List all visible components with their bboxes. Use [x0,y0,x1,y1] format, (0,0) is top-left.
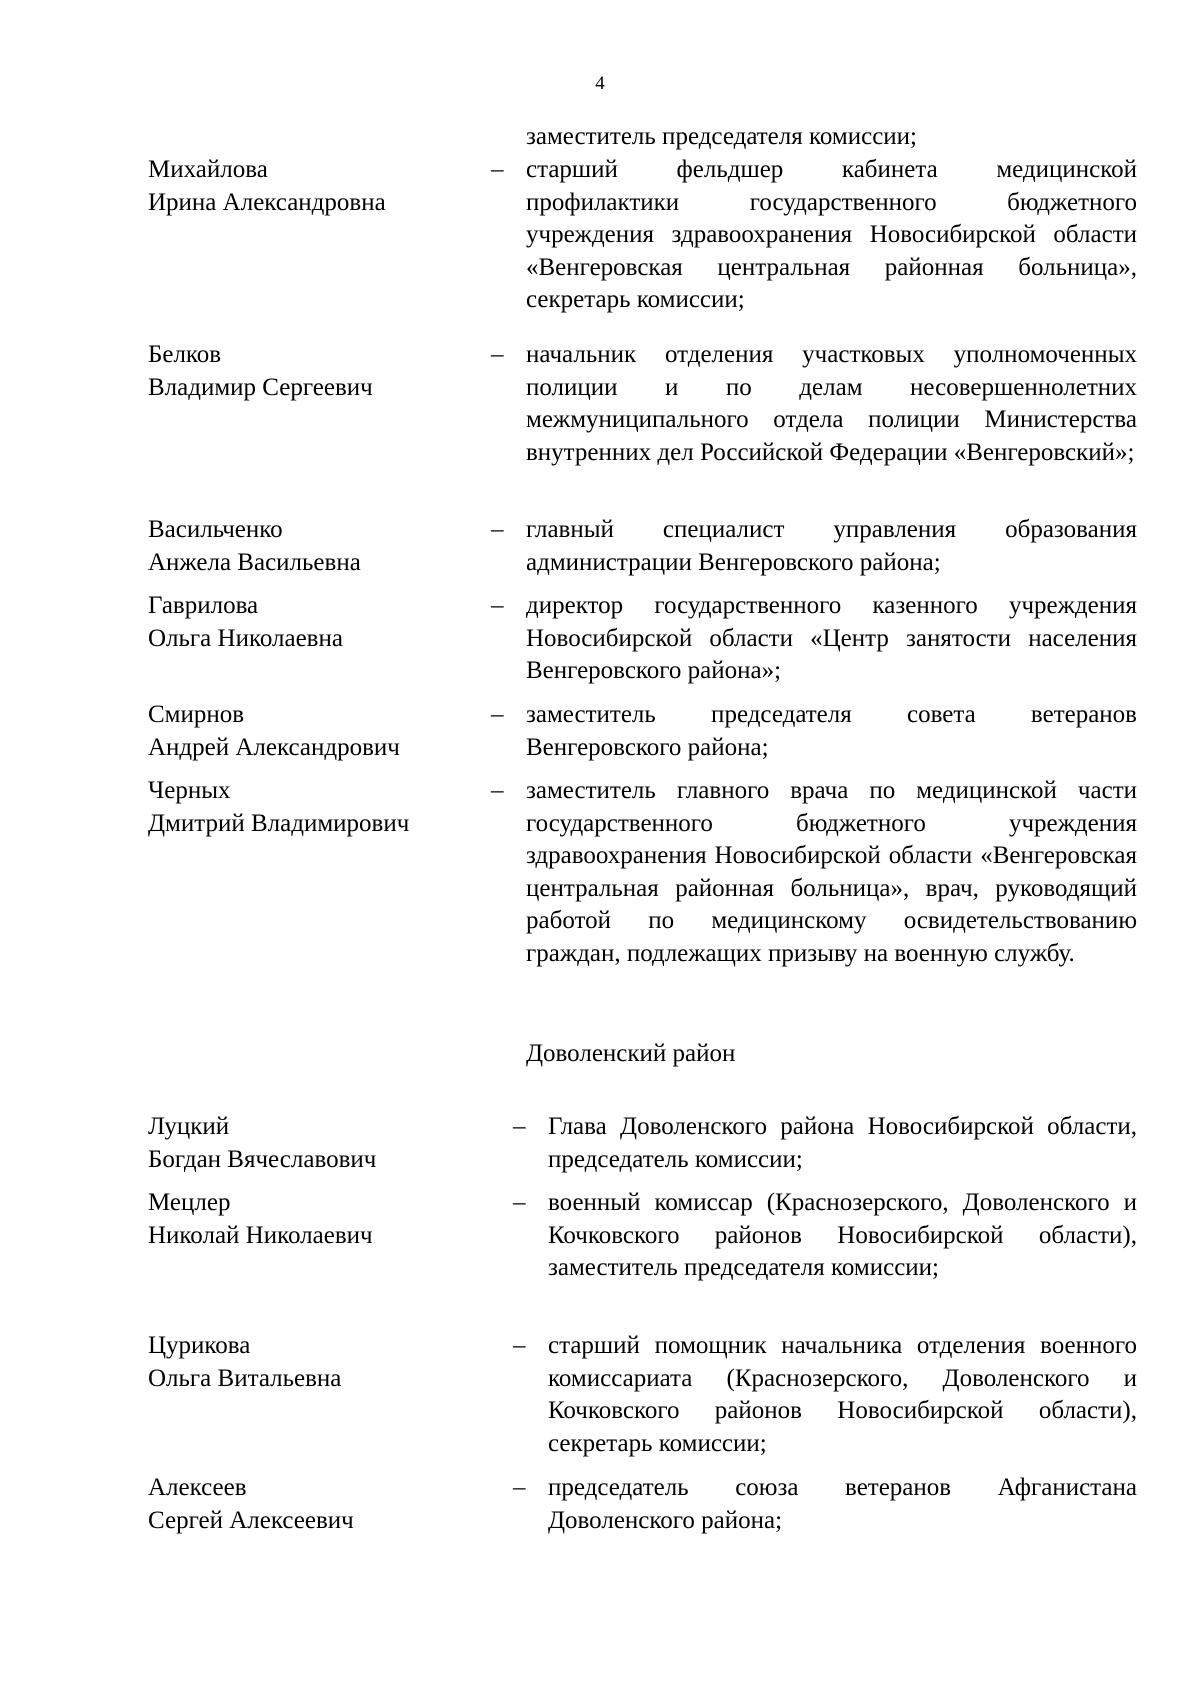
member-name [148,590,478,655]
member-given-names: Богдан Вячеславович [148,1145,377,1173]
member-given-names: Дмитрий Владимирович [148,809,410,837]
dash-separator: – [491,777,504,804]
member-surname: Алексеев [148,1474,247,1501]
dash-separator: – [491,341,504,368]
member-given-names: Ирина Александровна [148,188,386,216]
member-given-names: Ольга Витальевна [148,1364,342,1392]
member-given-names: Андрей Александрович [148,733,400,761]
member-surname: Луцкий [148,1113,230,1140]
dash-separator: – [513,1332,526,1359]
dash-separator: – [513,1113,526,1140]
member-name [148,514,478,579]
member-name [148,154,478,219]
member-surname: Смирнов [148,701,245,728]
dash-separator: – [491,516,504,543]
member-name [148,1472,478,1537]
member-position: директор государственного казенного учреждения Новосибирской области «Центр занятости населения Венгеровского района»; [526,592,1137,684]
member-position: военный комиссар (Краснозерского, Доволенского и Кочковского районов Новосибирской области), заместитель председателя комиссии; [548,1189,1137,1281]
member-position: начальник отделения участковых уполномоченных полиции и по делам несовершеннолетних межмуниципального отдела полиции Министерства внутренних дел Российской Федерации «Венгеровский»; [526,341,1137,466]
member-given-names: Сергей Алексеевич [148,1506,354,1534]
member-given-names: Владимир Сергеевич [148,373,373,401]
section-heading: Доволенский район [526,1040,736,1067]
member-given-names: Анжела Васильевна [148,548,361,576]
member-surname: Черных [148,777,231,804]
member-position: старший помощник начальника отделения военного комиссариата (Краснозерского, Доволенского и Кочковского районов Новосибирской области), секретарь комиссии; [548,1332,1137,1457]
dash-separator: – [513,1474,526,1501]
member-surname: Мецлер [148,1189,231,1216]
member-position: старший фельдшер кабинета медицинской профилактики государственного бюджетного учреждения здравоохранения Новосибирской области «Венгеровская центральная районная больница», секретарь комиссии; [526,156,1137,313]
member-given-names: Николай Николаевич [148,1221,373,1249]
member-surname: Гаврилова [148,592,259,619]
member-surname: Цурикова [148,1332,251,1359]
member-name [148,339,478,404]
member-position: председатель союза ветеранов Афганистана Доволенского района; [548,1474,1137,1534]
member-name [148,775,478,840]
member-name [148,699,478,764]
member-name [148,1330,478,1395]
member-position: заместитель председателя совета ветеранов Венгеровского района; [526,701,1137,761]
member-given-names: Ольга Николаевна [148,624,343,652]
member-surname: Михайлова [148,156,268,183]
dash-separator: – [491,592,504,619]
member-name [148,1187,478,1252]
dash-separator: – [513,1189,526,1216]
dash-separator: – [491,156,504,183]
member-surname: Васильченко [148,516,283,543]
dash-separator: – [491,701,504,728]
continuation-text: заместитель председателя комиссии; [526,123,918,150]
member-name [148,1111,478,1176]
member-position: Глава Доволенского района Новосибирской области, председатель комиссии; [548,1113,1137,1173]
member-position: заместитель главного врача по медицинской части государственного бюджетного учреждения здравоохранения Новосибирской области «Венгеровская центральная районная больница», врач, руководящий работой по медицинскому освидетельствованию граждан, подлежащих призыву на военную службу. [526,777,1137,967]
member-surname: Белков [148,341,222,368]
member-position: главный специалист управления образования администрации Венгеровского района; [526,516,1137,576]
page-number: 4 [595,73,605,94]
